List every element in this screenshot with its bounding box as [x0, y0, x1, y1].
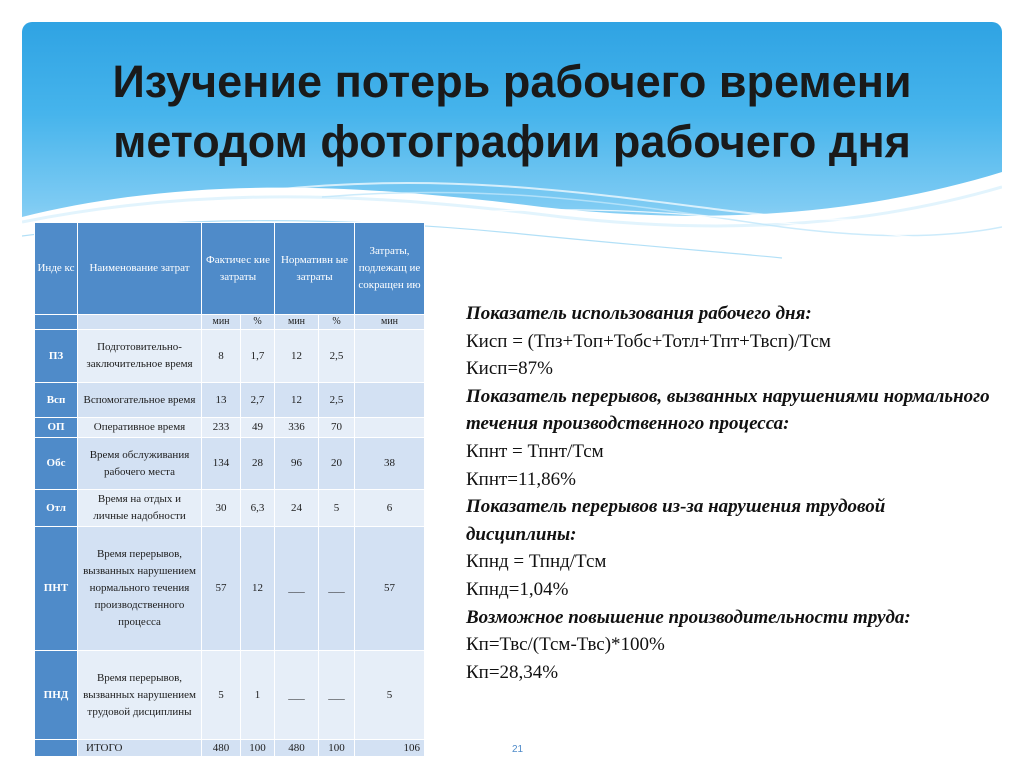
- units-row: [35, 315, 425, 330]
- row-name: Время перерывов, вызванных нарушением нормального течения производственного процесса: [78, 527, 202, 651]
- row-code: Всп: [35, 383, 78, 418]
- table-row: [35, 330, 425, 383]
- note-formula: Кп=Твс/(Тсм-Твс)*100%: [466, 634, 665, 656]
- note-value: Кпнт=11,86%: [466, 468, 576, 490]
- title-line-2: методом фотографии рабочего дня: [113, 116, 911, 167]
- unit-cell: [78, 315, 202, 330]
- row-reduce-min: 38: [355, 438, 425, 490]
- row-code: Отл: [35, 490, 78, 527]
- row-fact-pct: 28: [241, 438, 275, 490]
- note-formula: Кпнд = Тпнд/Тсм: [466, 551, 607, 573]
- total-fact-pct: 100: [241, 740, 275, 757]
- row-norm-min: 12: [275, 330, 319, 383]
- header-index: Инде кс: [35, 223, 78, 315]
- unit-cell: [35, 315, 78, 330]
- row-norm-min: 336: [275, 418, 319, 438]
- total-label: ИТОГО: [78, 740, 202, 757]
- table-row: [35, 418, 425, 438]
- row-code: ПНТ: [35, 527, 78, 651]
- row-reduce-min: 5: [355, 651, 425, 740]
- row-norm-min: ___: [275, 527, 319, 651]
- note-value: Кисп=87%: [466, 358, 553, 380]
- row-code: Обс: [35, 438, 78, 490]
- row-name: Вспомогательное время: [78, 383, 202, 418]
- table-row: [35, 527, 425, 651]
- unit-cell: мин: [202, 315, 241, 330]
- row-norm-pct: 70: [319, 418, 355, 438]
- note-formula: Кисп = (Тпз+Топ+Тобс+Тотл+Тпт+Твсп)/Тсм: [466, 330, 831, 352]
- row-code: ПЗ: [35, 330, 78, 383]
- row-fact-min: 5: [202, 651, 241, 740]
- total-fact-min: 480: [202, 740, 241, 757]
- row-norm-pct: 2,5: [319, 383, 355, 418]
- header-actual: Фактичес кие затраты: [202, 223, 275, 315]
- page-number: 21: [512, 744, 524, 755]
- note-heading: Показатель перерывов, вызванных нарушениями нормального течения производственного процесса:: [466, 385, 990, 435]
- row-reduce-min: [355, 418, 425, 438]
- total-reduce-min: 106: [355, 740, 425, 757]
- row-reduce-min: 57: [355, 527, 425, 651]
- note-heading: Показатель перерывов из-за нарушения трудовой дисциплины:: [466, 496, 886, 545]
- indicators-text: [466, 300, 996, 686]
- note-formula: Кпнт = Тпнт/Тсм: [466, 440, 604, 462]
- row-fact-min: 8: [202, 330, 241, 383]
- row-norm-min: 12: [275, 383, 319, 418]
- total-norm-min: 480: [275, 740, 319, 757]
- row-fact-pct: 2,7: [241, 383, 275, 418]
- header-normative: Нормативн ые затраты: [275, 223, 355, 315]
- total-norm-pct: 100: [319, 740, 355, 757]
- note-value: Кп=28,34%: [466, 661, 559, 683]
- row-name: Время перерывов, вызванных нарушением трудовой дисциплины: [78, 651, 202, 740]
- row-fact-min: 134: [202, 438, 241, 490]
- row-reduce-min: [355, 383, 425, 418]
- row-fact-pct: 1: [241, 651, 275, 740]
- header-name: Наименование затрат: [78, 223, 202, 315]
- header-reducible: Затраты, подлежащ ие сокращен ию: [355, 223, 425, 315]
- row-reduce-min: 6: [355, 490, 425, 527]
- row-norm-min: ___: [275, 651, 319, 740]
- note-heading: Показатель использования рабочего дня:: [466, 303, 812, 324]
- row-fact-min: 30: [202, 490, 241, 527]
- row-name: Оперативное время: [78, 418, 202, 438]
- total-code: [35, 740, 78, 757]
- row-name: Время на отдых и личные надобности: [78, 490, 202, 527]
- table-row: [35, 438, 425, 490]
- row-fact-min: 233: [202, 418, 241, 438]
- unit-cell: %: [241, 315, 275, 330]
- row-fact-pct: 6,3: [241, 490, 275, 527]
- row-norm-min: 96: [275, 438, 319, 490]
- table-row: [35, 383, 425, 418]
- row-norm-min: 24: [275, 490, 319, 527]
- row-norm-pct: 2,5: [319, 330, 355, 383]
- slide-title: [22, 52, 1002, 172]
- row-fact-pct: 12: [241, 527, 275, 651]
- unit-cell: мин: [275, 315, 319, 330]
- table-row: [35, 651, 425, 740]
- row-norm-pct: ___: [319, 527, 355, 651]
- cost-table: [34, 222, 425, 757]
- unit-cell: мин: [355, 315, 425, 330]
- row-norm-pct: 5: [319, 490, 355, 527]
- note-heading: Возможное повышение производительности труда:: [466, 606, 911, 628]
- unit-cell: %: [319, 315, 355, 330]
- row-name: Подготовительно-заключительное время: [78, 330, 202, 383]
- total-row: [35, 740, 425, 757]
- row-fact-pct: 1,7: [241, 330, 275, 383]
- row-code: ОП: [35, 418, 78, 438]
- title-line-1: Изучение потерь рабочего времени: [112, 56, 912, 107]
- row-reduce-min: [355, 330, 425, 383]
- table-row: [35, 490, 425, 527]
- row-fact-min: 13: [202, 383, 241, 418]
- row-norm-pct: 20: [319, 438, 355, 490]
- row-code: ПНД: [35, 651, 78, 740]
- row-name: Время обслуживания рабочего места: [78, 438, 202, 490]
- row-norm-pct: ___: [319, 651, 355, 740]
- row-fact-pct: 49: [241, 418, 275, 438]
- note-value: Кпнд=1,04%: [466, 578, 569, 600]
- row-fact-min: 57: [202, 527, 241, 651]
